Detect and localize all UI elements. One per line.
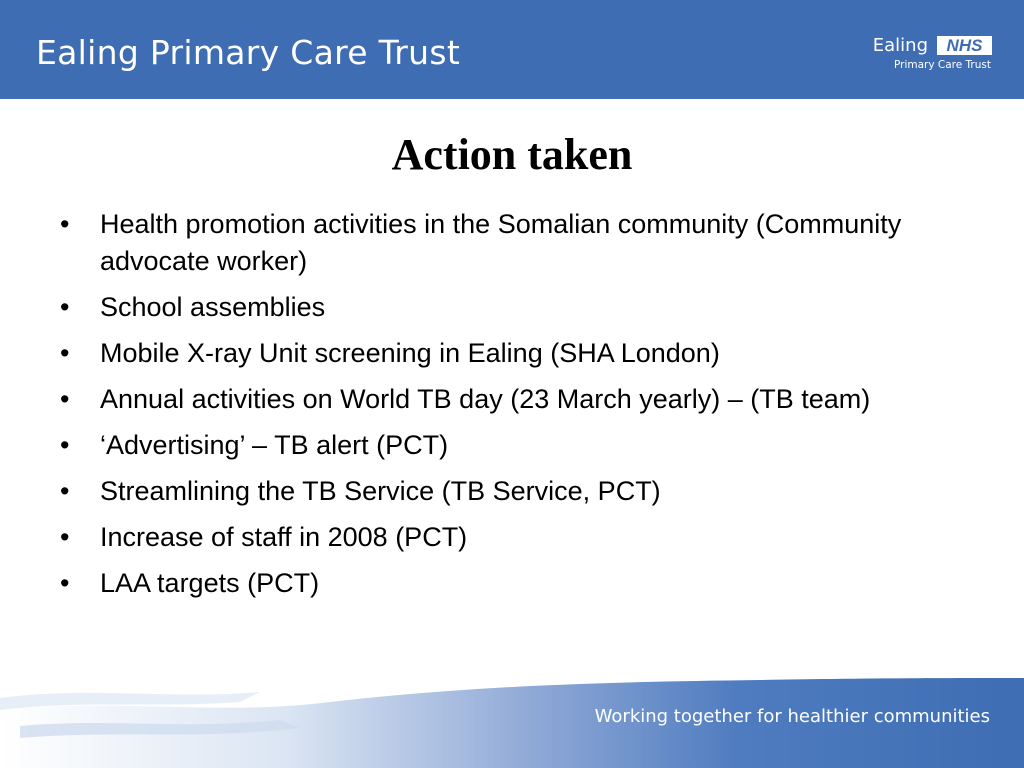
bullet-text: Increase of staff in 2008 (PCT) (100, 522, 468, 552)
bullet-item (60, 427, 960, 464)
footer-tagline: Working together for healthier communities (594, 706, 990, 727)
bullet-marker: • (60, 338, 70, 368)
header-banner (0, 0, 1024, 99)
bullet-marker: • (60, 476, 70, 506)
bullet-marker: • (60, 430, 70, 460)
bullet-text: ‘Advertising’ – TB alert (PCT) (100, 430, 449, 460)
bullet-text: Streamlining the TB Service (TB Service, PCT) (100, 476, 661, 506)
bullet-text: School assemblies (100, 292, 326, 322)
bullet-item (60, 335, 960, 372)
bullet-item (60, 206, 960, 280)
bullet-item (60, 289, 960, 326)
bullet-text: Mobile X-ray Unit screening in Ealing (SHA London) (100, 338, 720, 368)
nhs-badge: NHS (937, 36, 992, 55)
bullet-text: Annual activities on World TB day (23 March yearly) – (TB team) (100, 384, 871, 414)
bullet-marker: • (60, 384, 70, 414)
bullet-item (60, 565, 960, 602)
slide-title: Action taken (391, 130, 633, 179)
bullet-marker: • (60, 292, 70, 322)
logo-ealing-text: Ealing (872, 35, 928, 56)
bullet-item (60, 473, 960, 510)
bullet-item (60, 381, 960, 418)
organization-title: Ealing Primary Care Trust (36, 33, 461, 72)
footer-banner (0, 668, 1024, 768)
bullet-marker: • (60, 209, 70, 239)
bullet-list (60, 206, 960, 611)
bullet-item (60, 519, 960, 556)
nhs-logo (832, 35, 992, 75)
logo-subtitle: Primary Care Trust (894, 59, 991, 71)
bullet-marker: • (60, 522, 70, 552)
bullet-text: LAA targets (PCT) (100, 568, 320, 598)
bullet-text: Health promotion activities in the Somalian community (Community advocate worker) (100, 209, 902, 276)
bullet-marker: • (60, 568, 70, 598)
